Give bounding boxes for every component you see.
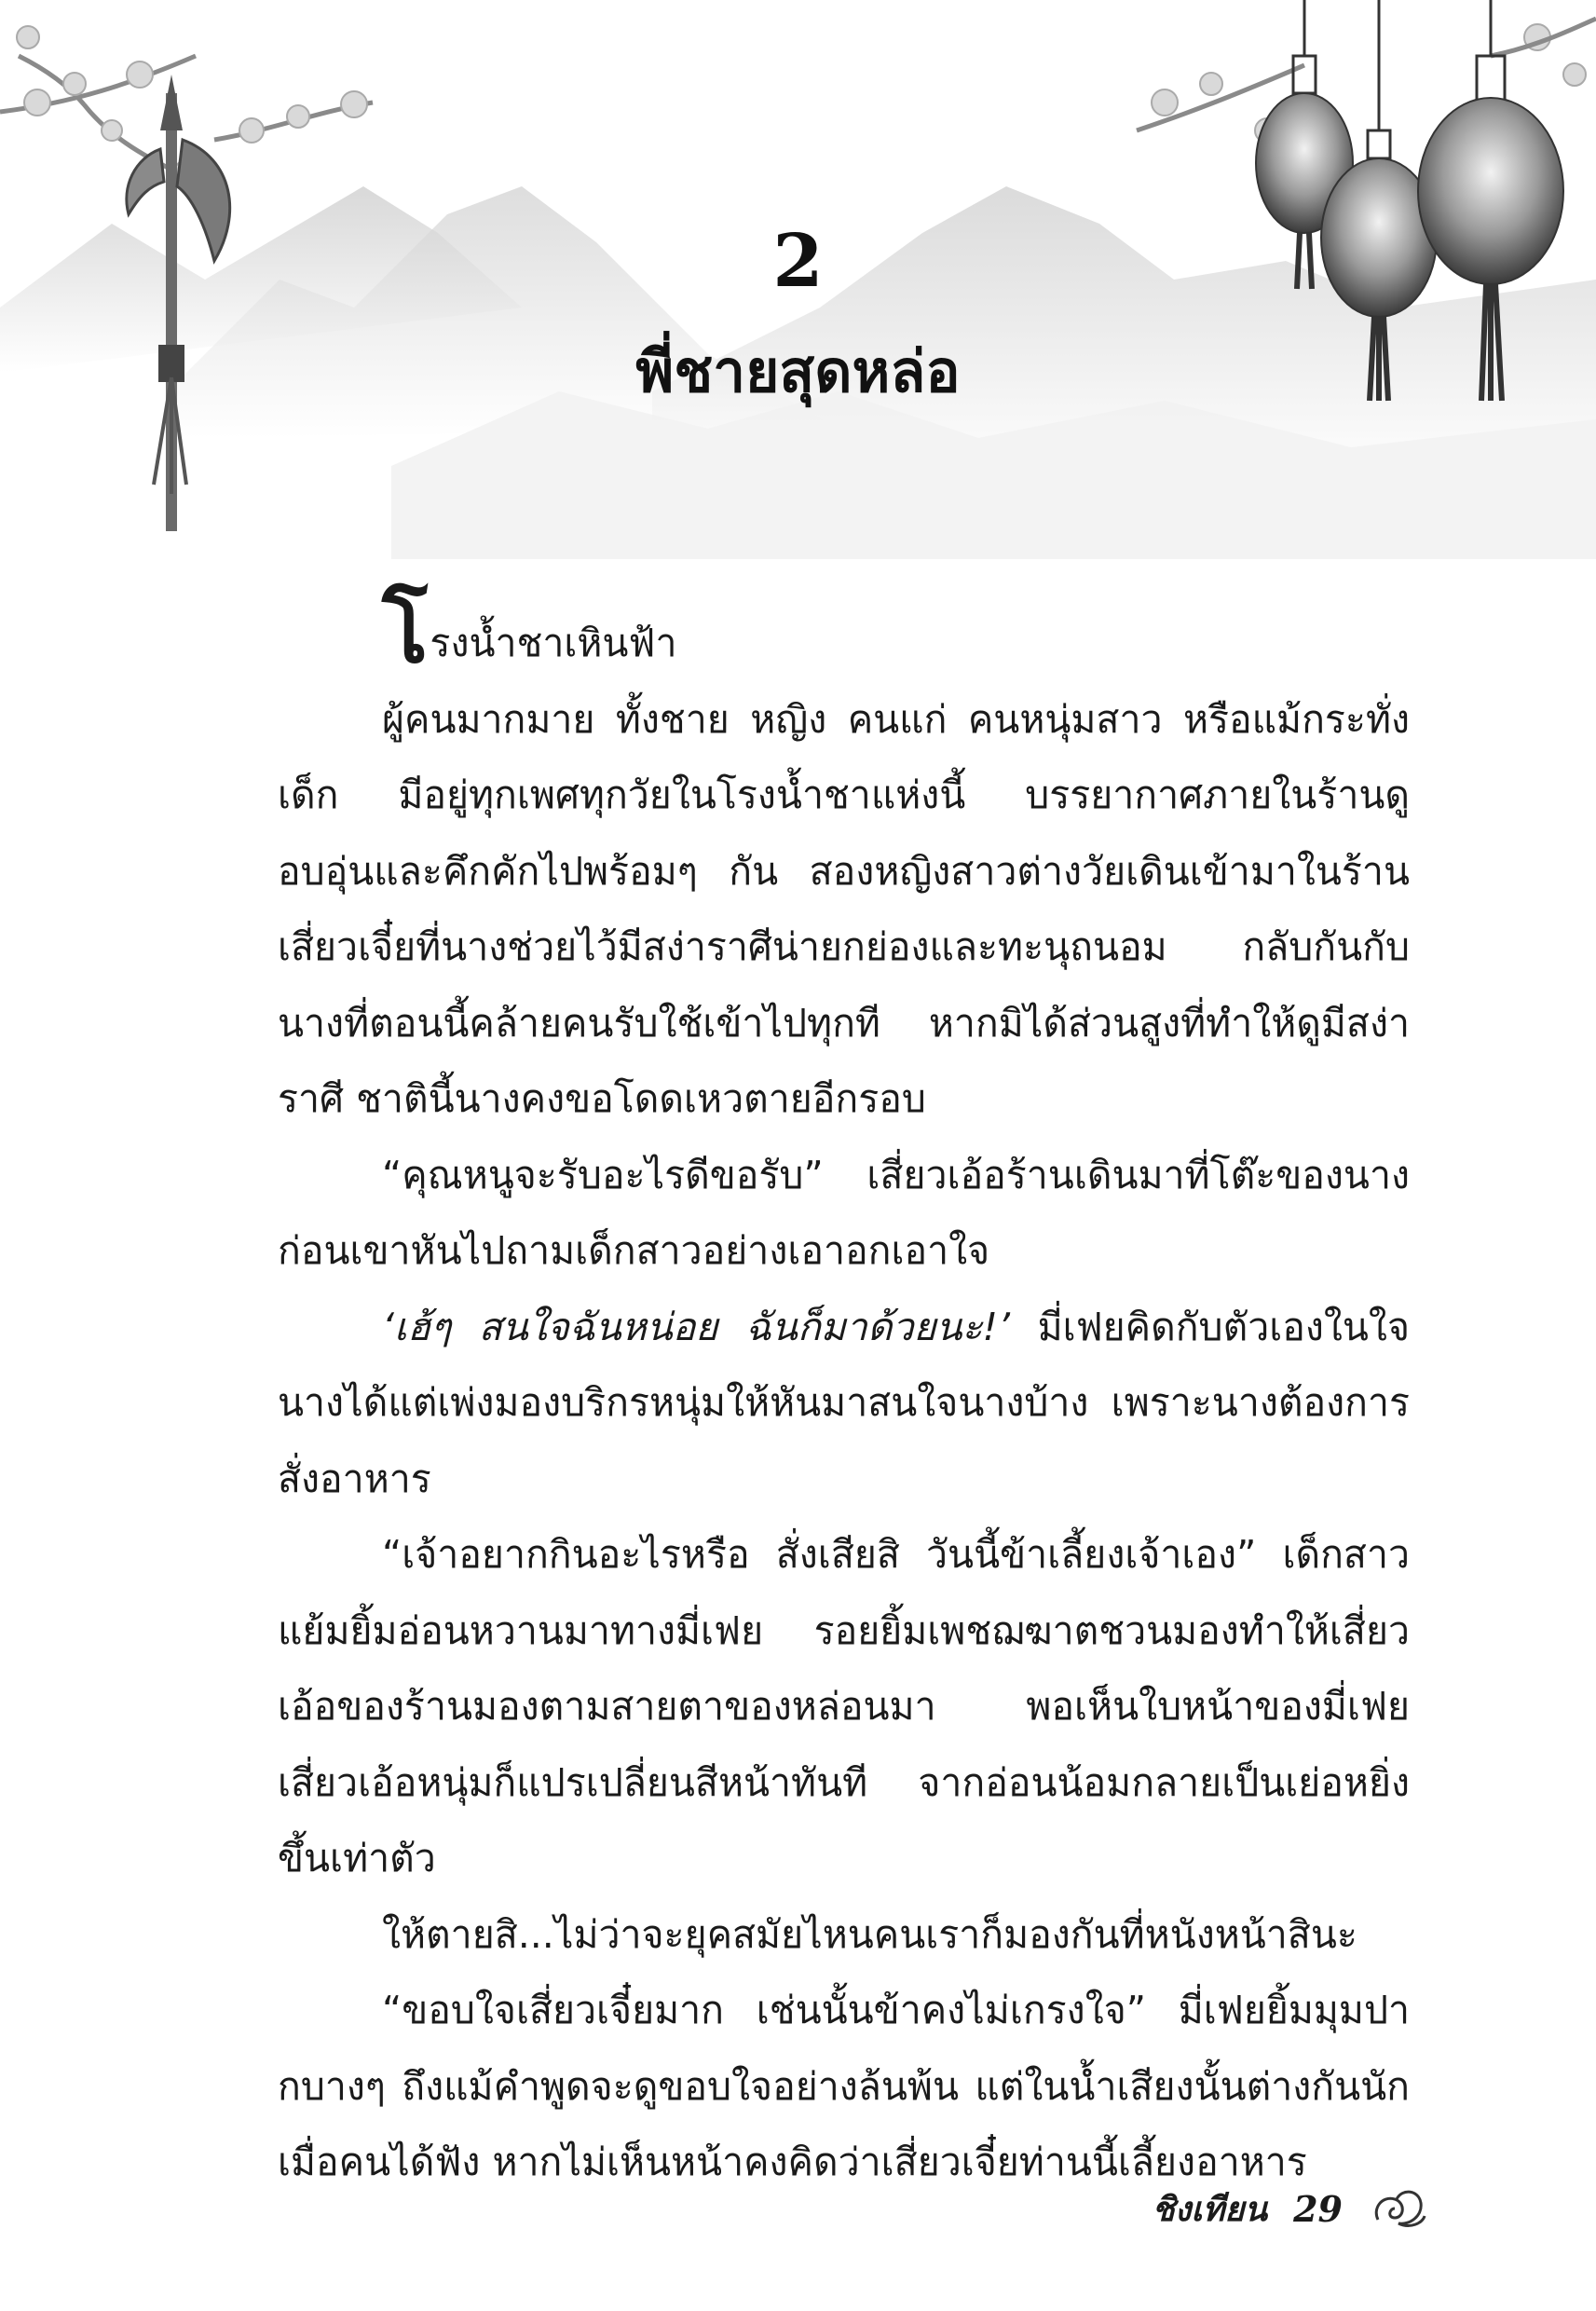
paragraph-3: “คุณหนูจะรับอะไรดีขอรับ” เสี่ยวเอ้อร้านเดินมาที่โต๊ะของนางก่อนเขาหันไปถามเด็กสาวอย่างเอาอกเอาใจ: [278, 1152, 1410, 1273]
paragraph-4: [278, 1290, 1410, 1518]
paragraph-1-text: รงน้ำชาเหินฟ้า: [430, 621, 677, 665]
paragraph-4-thought: ‘เฮ้ๆ สนใจฉันหน่อย ฉันก็มาด้วยนะ!’: [382, 1304, 1011, 1349]
page-footer: [1152, 2176, 1428, 2241]
page-number: 29: [1293, 2187, 1343, 2230]
footer-book-title: ชิงเทียน: [1152, 2189, 1268, 2229]
paragraph-1: [278, 581, 1410, 682]
swirl-ornament-icon: [1369, 2182, 1428, 2235]
body-text: [278, 581, 1410, 2201]
chapter-number: 2: [772, 219, 824, 304]
paragraph-4-text: มี่เฟยคิดกับตัวเองในใจนางได้แต่เพ่งมองบริกรหนุ่มให้หันมาสนใจนางบ้าง เพราะนางต้องการสั่งอาหาร: [278, 1304, 1410, 1501]
paragraph-2: ผู้คนมากมาย ทั้งชาย หญิง คนแก่ คนหนุ่มสาว หรือแม้กระทั่งเด็ก มีอยู่ทุกเพศทุกวัยในโรงน้ำชาแห่งนี้ บรรยากาศภายในร้านดูอบอุ่นและคึกคักไปพร้อมๆ กัน สองหญิงสาวต่างวัยเดินเข้ามาในร้าน เสี่ยวเจี๋ยที่นางช่วยไว้มีสง่าราศีน่ายกย่องและทะนุถนอม กลับกันกับนางที่ตอนนี้คล้ายคนรับใช้เข้าไปทุกที หากมิได้ส่วนสูงที่ทำให้ดูมีสง่าราศี ชาตินี้นางคงขอโดดเหวตายอีกรอบ: [278, 696, 1410, 1121]
drop-cap: โ: [382, 581, 429, 682]
paragraph-7: “ขอบใจเสี่ยวเจี๋ยมาก เช่นนั้นข้าคงไม่เกรงใจ” มี่เฟยยิ้มมุมปากบางๆ ถึงแม้คำพูดจะดูขอบใจอย่างล้นพ้น แต่ในน้ำเสียงนั้นต่างกันนักเมื่อคนได้ฟัง หากไม่เห็นหน้าคงคิดว่าเสี่ยวเจี๋ยท่านนี้เลี้ยงอาหาร: [278, 1988, 1410, 2184]
chapter-title: พี่ชายสุดหล่อ: [635, 337, 961, 405]
paragraph-5: “เจ้าอยากกินอะไรหรือ สั่งเสียสิ วันนี้ข้าเลี้ยงเจ้าเอง” เด็กสาวแย้มยิ้มอ่อนหวานมาทางมี่เฟย รอยยิ้มเพชฌฆาตชวนมองทำให้เสี่ยวเอ้อของร้านมองตามสายตาของหล่อนมา พอเห็นใบหน้าของมี่เฟยเสี่ยวเอ้อหนุ่มก็แปรเปลี่ยนสีหน้าทันที จากอ่อนน้อมกลายเป็นเย่อหยิ่งขึ้นเท่าตัว: [278, 1532, 1410, 1880]
paragraph-6: ให้ตายสิ...ไม่ว่าจะยุคสมัยไหนคนเราก็มองกันที่หนังหน้าสินะ: [382, 1911, 1357, 1957]
